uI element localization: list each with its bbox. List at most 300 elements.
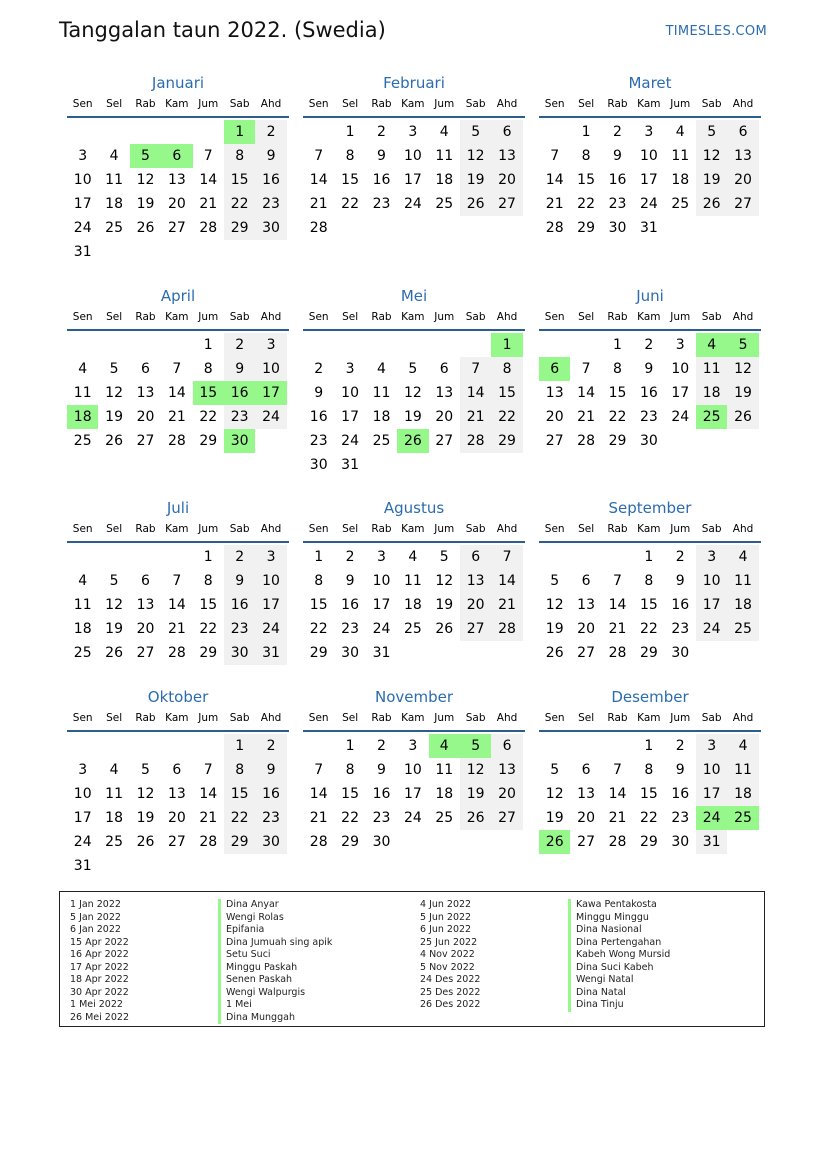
day-cell[interactable]: 3 — [345, 361, 355, 377]
day-cell[interactable]: 12 — [727, 357, 758, 381]
day-cell[interactable]: 14 — [545, 172, 564, 188]
day-cell[interactable]: 16 — [671, 786, 690, 802]
day-cell[interactable]: 31 — [696, 830, 727, 854]
day-cell[interactable]: 16 — [671, 597, 690, 613]
day-cell[interactable]: 9 — [224, 569, 255, 593]
day-cell[interactable]: 14 — [309, 172, 328, 188]
day-cell[interactable]: 25 — [372, 433, 391, 449]
day-cell[interactable]: 30 — [224, 429, 255, 453]
day-cell[interactable]: 29 — [608, 433, 627, 449]
day-cell[interactable]: 1 — [203, 337, 213, 353]
day-cell[interactable]: 15 — [341, 786, 359, 802]
day-cell[interactable]: 30 — [341, 645, 359, 661]
day-cell[interactable]: 26 — [696, 192, 727, 216]
day-cell[interactable]: 16 — [639, 385, 658, 401]
day-cell[interactable]: 24 — [73, 220, 92, 236]
day-cell[interactable]: 11 — [696, 357, 727, 381]
day-cell[interactable]: 23 — [671, 621, 690, 637]
day-cell[interactable]: 25 — [105, 834, 123, 850]
day-cell[interactable]: 16 — [224, 593, 255, 617]
day-cell[interactable]: 31 — [639, 220, 658, 236]
day-cell[interactable]: 20 — [167, 196, 186, 212]
day-cell[interactable]: 15 — [224, 168, 255, 192]
day-cell[interactable]: 2 — [314, 361, 324, 377]
day-cell[interactable]: 10 — [671, 361, 690, 377]
day-cell[interactable]: 23 — [372, 810, 391, 826]
day-cell[interactable]: 31 — [255, 641, 286, 665]
day-cell[interactable]: 1 — [203, 549, 213, 565]
day-cell[interactable]: 14 — [460, 381, 491, 405]
day-cell[interactable]: 4 — [408, 549, 418, 565]
day-cell[interactable]: 11 — [727, 569, 758, 593]
day-cell[interactable]: 30 — [372, 834, 391, 850]
day-cell[interactable]: 17 — [696, 782, 727, 806]
day-cell[interactable]: 27 — [460, 617, 491, 641]
day-cell[interactable]: 23 — [224, 617, 255, 641]
day-cell[interactable]: 8 — [224, 758, 255, 782]
day-cell[interactable]: 23 — [255, 806, 286, 830]
day-cell[interactable]: 2 — [675, 738, 685, 754]
day-cell[interactable]: 28 — [460, 429, 491, 453]
day-cell[interactable]: 28 — [199, 834, 218, 850]
day-cell[interactable]: 22 — [224, 806, 255, 830]
day-cell[interactable]: 6 — [172, 762, 182, 778]
day-cell[interactable]: 10 — [639, 148, 658, 164]
day-cell[interactable]: 23 — [255, 192, 286, 216]
day-cell[interactable]: 11 — [403, 573, 422, 589]
day-cell[interactable]: 6 — [161, 144, 192, 168]
day-cell[interactable]: 4 — [429, 734, 460, 758]
day-cell[interactable]: 30 — [255, 830, 286, 854]
day-cell[interactable]: 15 — [193, 381, 224, 405]
day-cell[interactable]: 9 — [675, 762, 685, 778]
day-cell[interactable]: 2 — [255, 734, 286, 758]
day-cell[interactable]: 15 — [608, 385, 627, 401]
day-cell[interactable]: 12 — [696, 144, 727, 168]
day-cell[interactable]: 22 — [341, 810, 359, 826]
day-cell[interactable]: 23 — [608, 196, 627, 212]
day-cell[interactable]: 22 — [639, 621, 658, 637]
day-cell[interactable]: 28 — [309, 220, 328, 236]
day-cell[interactable]: 31 — [73, 244, 92, 260]
day-cell[interactable]: 25 — [105, 220, 123, 236]
day-cell[interactable]: 20 — [577, 621, 595, 637]
day-cell[interactable]: 11 — [73, 385, 92, 401]
day-cell[interactable]: 6 — [491, 120, 522, 144]
day-cell[interactable]: 21 — [608, 621, 627, 637]
day-cell[interactable]: 17 — [255, 593, 286, 617]
day-cell[interactable]: 23 — [224, 405, 255, 429]
day-cell[interactable]: 10 — [403, 148, 422, 164]
day-cell[interactable]: 26 — [397, 429, 428, 453]
day-cell[interactable]: 1 — [314, 549, 324, 565]
day-cell[interactable]: 4 — [696, 333, 727, 357]
day-cell[interactable]: 8 — [581, 148, 591, 164]
day-cell[interactable]: 13 — [136, 597, 155, 613]
day-cell[interactable]: 25 — [73, 645, 92, 661]
day-cell[interactable]: 14 — [199, 786, 218, 802]
day-cell[interactable]: 23 — [639, 409, 658, 425]
day-cell[interactable]: 13 — [136, 385, 155, 401]
day-cell[interactable]: 8 — [203, 361, 213, 377]
day-cell[interactable]: 9 — [255, 144, 286, 168]
day-cell[interactable]: 16 — [372, 172, 391, 188]
day-cell[interactable]: 1 — [491, 333, 522, 357]
day-cell[interactable]: 23 — [341, 621, 359, 637]
day-cell[interactable]: 22 — [199, 621, 218, 637]
day-cell[interactable]: 24 — [696, 617, 727, 641]
day-cell[interactable]: 25 — [73, 433, 92, 449]
day-cell[interactable]: 7 — [550, 148, 560, 164]
day-cell[interactable]: 15 — [577, 172, 595, 188]
day-cell[interactable]: 26 — [136, 220, 155, 236]
day-cell[interactable]: 18 — [105, 196, 123, 212]
day-cell[interactable]: 26 — [105, 433, 123, 449]
day-cell[interactable]: 12 — [136, 172, 155, 188]
day-cell[interactable]: 24 — [73, 834, 92, 850]
day-cell[interactable]: 7 — [203, 762, 213, 778]
day-cell[interactable]: 31 — [73, 858, 92, 874]
day-cell[interactable]: 9 — [644, 361, 654, 377]
day-cell[interactable]: 21 — [460, 405, 491, 429]
day-cell[interactable]: 5 — [727, 333, 758, 357]
day-cell[interactable]: 26 — [460, 192, 491, 216]
day-cell[interactable]: 25 — [671, 196, 690, 212]
day-cell[interactable]: 5 — [408, 361, 418, 377]
day-cell[interactable]: 17 — [341, 409, 359, 425]
day-cell[interactable]: 26 — [136, 834, 155, 850]
day-cell[interactable]: 1 — [345, 124, 355, 140]
day-cell[interactable]: 24 — [403, 196, 422, 212]
day-cell[interactable]: 6 — [581, 573, 591, 589]
day-cell[interactable]: 22 — [199, 409, 218, 425]
day-cell[interactable]: 29 — [309, 645, 328, 661]
day-cell[interactable]: 22 — [491, 405, 522, 429]
day-cell[interactable]: 18 — [105, 810, 123, 826]
day-cell[interactable]: 15 — [639, 786, 658, 802]
day-cell[interactable]: 5 — [439, 549, 449, 565]
day-cell[interactable]: 19 — [696, 168, 727, 192]
day-cell[interactable]: 14 — [309, 786, 328, 802]
day-cell[interactable]: 30 — [671, 834, 690, 850]
day-cell[interactable]: 13 — [577, 786, 595, 802]
day-cell[interactable]: 18 — [67, 405, 98, 429]
day-cell[interactable]: 14 — [577, 385, 595, 401]
day-cell[interactable]: 24 — [255, 617, 286, 641]
day-cell[interactable]: 6 — [727, 120, 758, 144]
day-cell[interactable]: 4 — [675, 124, 685, 140]
day-cell[interactable]: 19 — [435, 597, 454, 613]
day-cell[interactable]: 10 — [255, 569, 286, 593]
day-cell[interactable]: 8 — [345, 148, 355, 164]
day-cell[interactable]: 28 — [491, 617, 522, 641]
day-cell[interactable]: 18 — [671, 172, 690, 188]
day-cell[interactable]: 1 — [644, 738, 654, 754]
day-cell[interactable]: 8 — [314, 573, 324, 589]
day-cell[interactable]: 9 — [345, 573, 355, 589]
day-cell[interactable]: 29 — [224, 830, 255, 854]
day-cell[interactable]: 26 — [545, 645, 564, 661]
day-cell[interactable]: 11 — [105, 172, 123, 188]
day-cell[interactable]: 7 — [491, 545, 522, 569]
day-cell[interactable]: 27 — [167, 220, 186, 236]
day-cell[interactable]: 25 — [403, 621, 422, 637]
day-cell[interactable]: 30 — [671, 645, 690, 661]
day-cell[interactable]: 27 — [136, 645, 155, 661]
day-cell[interactable]: 31 — [341, 457, 359, 473]
day-cell[interactable]: 13 — [167, 172, 186, 188]
day-cell[interactable]: 19 — [136, 196, 155, 212]
day-cell[interactable]: 13 — [545, 385, 564, 401]
day-cell[interactable]: 26 — [727, 405, 758, 429]
day-cell[interactable]: 4 — [377, 361, 386, 377]
day-cell[interactable]: 4 — [78, 361, 88, 377]
day-cell[interactable]: 6 — [581, 762, 591, 778]
day-cell[interactable]: 20 — [577, 810, 595, 826]
day-cell[interactable]: 18 — [403, 597, 422, 613]
day-cell[interactable]: 24 — [671, 409, 690, 425]
brand-link[interactable]: TIMESLES.COM — [665, 24, 767, 39]
day-cell[interactable]: 1 — [581, 124, 591, 140]
day-cell[interactable]: 13 — [491, 144, 522, 168]
day-cell[interactable]: 17 — [73, 196, 92, 212]
day-cell[interactable]: 23 — [671, 810, 690, 826]
day-cell[interactable]: 15 — [199, 597, 218, 613]
day-cell[interactable]: 5 — [550, 573, 560, 589]
day-cell[interactable]: 21 — [167, 621, 186, 637]
day-cell[interactable]: 2 — [345, 549, 355, 565]
day-cell[interactable]: 21 — [167, 409, 186, 425]
day-cell[interactable]: 16 — [255, 782, 286, 806]
day-cell[interactable]: 16 — [341, 597, 359, 613]
day-cell[interactable]: 2 — [377, 738, 386, 754]
day-cell[interactable]: 30 — [309, 457, 328, 473]
day-cell[interactable]: 13 — [460, 569, 491, 593]
day-cell[interactable]: 27 — [491, 806, 522, 830]
day-cell[interactable]: 10 — [73, 172, 92, 188]
day-cell[interactable]: 26 — [460, 806, 491, 830]
day-cell[interactable]: 14 — [608, 786, 627, 802]
day-cell[interactable]: 20 — [491, 168, 522, 192]
day-cell[interactable]: 29 — [199, 433, 218, 449]
day-cell[interactable]: 27 — [727, 192, 758, 216]
day-cell[interactable]: 9 — [377, 148, 386, 164]
day-cell[interactable]: 27 — [577, 645, 595, 661]
day-cell[interactable]: 3 — [644, 124, 654, 140]
day-cell[interactable]: 9 — [377, 762, 386, 778]
day-cell[interactable]: 7 — [314, 148, 324, 164]
day-cell[interactable]: 28 — [608, 834, 627, 850]
day-cell[interactable]: 8 — [203, 573, 213, 589]
day-cell[interactable]: 18 — [727, 782, 758, 806]
day-cell[interactable]: 29 — [491, 429, 522, 453]
day-cell[interactable]: 22 — [639, 810, 658, 826]
day-cell[interactable]: 28 — [545, 220, 564, 236]
day-cell[interactable]: 27 — [167, 834, 186, 850]
day-cell[interactable]: 26 — [435, 621, 454, 637]
day-cell[interactable]: 27 — [136, 433, 155, 449]
day-cell[interactable]: 3 — [255, 545, 286, 569]
day-cell[interactable]: 6 — [141, 361, 150, 377]
day-cell[interactable]: 3 — [675, 337, 685, 353]
day-cell[interactable]: 5 — [460, 734, 491, 758]
day-cell[interactable]: 8 — [345, 762, 355, 778]
day-cell[interactable]: 2 — [224, 545, 255, 569]
day-cell[interactable]: 1 — [224, 734, 255, 758]
day-cell[interactable]: 5 — [550, 762, 560, 778]
day-cell[interactable]: 5 — [109, 573, 119, 589]
day-cell[interactable]: 30 — [639, 433, 658, 449]
day-cell[interactable]: 7 — [581, 361, 591, 377]
day-cell[interactable]: 14 — [608, 597, 627, 613]
day-cell[interactable]: 19 — [403, 409, 422, 425]
day-cell[interactable]: 4 — [727, 545, 758, 569]
day-cell[interactable]: 22 — [608, 409, 627, 425]
day-cell[interactable]: 22 — [224, 192, 255, 216]
day-cell[interactable]: 18 — [435, 172, 454, 188]
day-cell[interactable]: 2 — [644, 337, 654, 353]
day-cell[interactable]: 21 — [491, 593, 522, 617]
day-cell[interactable]: 20 — [136, 621, 155, 637]
day-cell[interactable]: 19 — [545, 810, 564, 826]
day-cell[interactable]: 25 — [696, 405, 727, 429]
day-cell[interactable]: 4 — [109, 148, 119, 164]
day-cell[interactable]: 17 — [372, 597, 391, 613]
day-cell[interactable]: 12 — [545, 597, 564, 613]
day-cell[interactable]: 27 — [545, 433, 564, 449]
day-cell[interactable]: 19 — [460, 168, 491, 192]
day-cell[interactable]: 14 — [199, 172, 218, 188]
day-cell[interactable]: 17 — [403, 786, 422, 802]
day-cell[interactable]: 2 — [224, 333, 255, 357]
day-cell[interactable]: 28 — [199, 220, 218, 236]
day-cell[interactable]: 24 — [403, 810, 422, 826]
day-cell[interactable]: 3 — [408, 738, 418, 754]
day-cell[interactable]: 14 — [167, 385, 186, 401]
day-cell[interactable]: 11 — [435, 762, 454, 778]
day-cell[interactable]: 12 — [136, 786, 155, 802]
day-cell[interactable]: 30 — [224, 641, 255, 665]
day-cell[interactable]: 13 — [435, 385, 454, 401]
day-cell[interactable]: 29 — [639, 645, 658, 661]
day-cell[interactable]: 15 — [224, 782, 255, 806]
day-cell[interactable]: 28 — [167, 645, 186, 661]
day-cell[interactable]: 31 — [372, 645, 391, 661]
day-cell[interactable]: 14 — [491, 569, 522, 593]
day-cell[interactable]: 5 — [696, 120, 727, 144]
day-cell[interactable]: 5 — [460, 120, 491, 144]
day-cell[interactable]: 1 — [613, 337, 622, 353]
day-cell[interactable]: 19 — [460, 782, 491, 806]
day-cell[interactable]: 7 — [613, 762, 622, 778]
day-cell[interactable]: 7 — [172, 361, 182, 377]
day-cell[interactable]: 10 — [255, 357, 286, 381]
day-cell[interactable]: 6 — [539, 357, 570, 381]
day-cell[interactable]: 18 — [727, 593, 758, 617]
day-cell[interactable]: 9 — [224, 357, 255, 381]
day-cell[interactable]: 24 — [341, 433, 359, 449]
day-cell[interactable]: 17 — [403, 172, 422, 188]
day-cell[interactable]: 22 — [341, 196, 359, 212]
day-cell[interactable]: 1 — [644, 549, 654, 565]
day-cell[interactable]: 30 — [608, 220, 627, 236]
day-cell[interactable]: 8 — [644, 762, 654, 778]
day-cell[interactable]: 18 — [435, 786, 454, 802]
day-cell[interactable]: 8 — [491, 357, 522, 381]
day-cell[interactable]: 12 — [460, 758, 491, 782]
day-cell[interactable]: 21 — [309, 810, 328, 826]
day-cell[interactable]: 8 — [644, 573, 654, 589]
day-cell[interactable]: 20 — [727, 168, 758, 192]
day-cell[interactable]: 11 — [73, 597, 92, 613]
day-cell[interactable]: 25 — [727, 806, 758, 830]
day-cell[interactable]: 3 — [78, 762, 88, 778]
day-cell[interactable]: 11 — [671, 148, 690, 164]
day-cell[interactable]: 14 — [167, 597, 186, 613]
day-cell[interactable]: 10 — [372, 573, 391, 589]
day-cell[interactable]: 18 — [696, 381, 727, 405]
day-cell[interactable]: 10 — [341, 385, 359, 401]
day-cell[interactable]: 20 — [435, 409, 454, 425]
day-cell[interactable]: 4 — [109, 762, 119, 778]
day-cell[interactable]: 30 — [255, 216, 286, 240]
day-cell[interactable]: 4 — [439, 124, 449, 140]
day-cell[interactable]: 3 — [696, 545, 727, 569]
day-cell[interactable]: 29 — [199, 645, 218, 661]
day-cell[interactable]: 20 — [167, 810, 186, 826]
day-cell[interactable]: 13 — [491, 758, 522, 782]
day-cell[interactable]: 20 — [136, 409, 155, 425]
day-cell[interactable]: 28 — [608, 645, 627, 661]
day-cell[interactable]: 17 — [671, 385, 690, 401]
day-cell[interactable]: 21 — [577, 409, 595, 425]
day-cell[interactable]: 7 — [460, 357, 491, 381]
day-cell[interactable]: 22 — [577, 196, 595, 212]
day-cell[interactable]: 2 — [613, 124, 622, 140]
day-cell[interactable]: 27 — [577, 834, 595, 850]
day-cell[interactable]: 18 — [73, 621, 92, 637]
day-cell[interactable]: 21 — [545, 196, 564, 212]
day-cell[interactable]: 11 — [105, 786, 123, 802]
day-cell[interactable]: 20 — [491, 782, 522, 806]
day-cell[interactable]: 23 — [372, 196, 391, 212]
day-cell[interactable]: 6 — [141, 573, 150, 589]
day-cell[interactable]: 3 — [408, 124, 418, 140]
day-cell[interactable]: 12 — [435, 573, 454, 589]
day-cell[interactable]: 4 — [727, 734, 758, 758]
day-cell[interactable]: 3 — [255, 333, 286, 357]
day-cell[interactable]: 15 — [639, 597, 658, 613]
day-cell[interactable]: 5 — [109, 361, 119, 377]
day-cell[interactable]: 12 — [403, 385, 422, 401]
day-cell[interactable]: 6 — [491, 734, 522, 758]
day-cell[interactable]: 29 — [224, 216, 255, 240]
day-cell[interactable]: 21 — [199, 196, 218, 212]
day-cell[interactable]: 29 — [639, 834, 658, 850]
day-cell[interactable]: 18 — [372, 409, 391, 425]
day-cell[interactable]: 21 — [608, 810, 627, 826]
day-cell[interactable]: 19 — [105, 621, 123, 637]
day-cell[interactable]: 9 — [613, 148, 622, 164]
day-cell[interactable]: 3 — [696, 734, 727, 758]
day-cell[interactable]: 6 — [439, 361, 449, 377]
day-cell[interactable]: 24 — [372, 621, 391, 637]
day-cell[interactable]: 26 — [539, 830, 570, 854]
day-cell[interactable]: 7 — [203, 148, 213, 164]
day-cell[interactable]: 27 — [435, 433, 454, 449]
day-cell[interactable]: 25 — [435, 810, 454, 826]
day-cell[interactable]: 24 — [696, 806, 727, 830]
